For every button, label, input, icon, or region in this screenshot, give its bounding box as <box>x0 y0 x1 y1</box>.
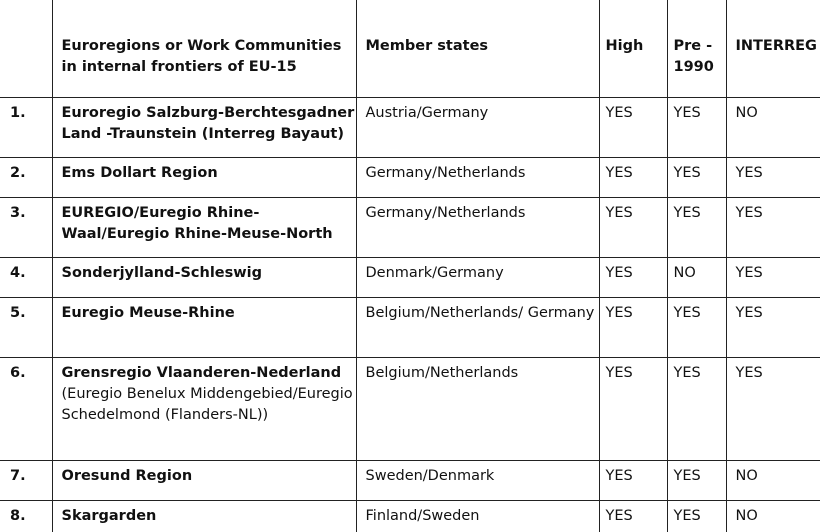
member-states: Finland/Sweden <box>356 500 599 532</box>
table-row <box>0 297 820 357</box>
header-num <box>0 0 52 97</box>
high-flag: YES <box>599 460 667 500</box>
row-number: 1. <box>0 97 52 157</box>
member-states: Denmark/Germany <box>356 257 599 297</box>
interreg-flag: NO <box>726 460 820 500</box>
region-detail: (Euregio Benelux Middengebied/Euregio Schedelmond (Flanders-NL)) <box>61 385 353 423</box>
pre1990-flag: NO <box>667 257 726 297</box>
high-flag: YES <box>599 500 667 532</box>
high-flag: YES <box>599 357 667 460</box>
pre1990-flag: YES <box>667 97 726 157</box>
interreg-flag: YES <box>726 197 820 257</box>
header-row <box>0 0 820 97</box>
high-flag: YES <box>599 197 667 257</box>
high-flag: YES <box>599 257 667 297</box>
table-row <box>0 357 820 460</box>
interreg-flag: NO <box>726 500 820 532</box>
pre1990-flag: YES <box>667 297 726 357</box>
region-name: EUREGIO/Euregio Rhine-Waal/Euregio Rhine-Meuse-North <box>52 197 356 257</box>
header-name: Euroregions or Work Communities in internal frontiers of EU-15 <box>52 0 356 97</box>
row-number: 8. <box>0 500 52 532</box>
row-number: 2. <box>0 157 52 197</box>
table-row <box>0 97 820 157</box>
member-states: Sweden/Denmark <box>356 460 599 500</box>
table-row <box>0 500 820 532</box>
header-member-states: Member states <box>356 0 599 97</box>
region-name: Sonderjylland-Schleswig <box>52 257 356 297</box>
high-flag: YES <box>599 297 667 357</box>
region-cell <box>52 357 356 460</box>
table-row <box>0 157 820 197</box>
interreg-flag: YES <box>726 357 820 460</box>
member-states: Germany/Netherlands <box>356 197 599 257</box>
member-states: Austria/Germany <box>356 97 599 157</box>
region-name: Ems Dollart Region <box>52 157 356 197</box>
pre1990-flag: YES <box>667 197 726 257</box>
header-high: High <box>599 0 667 97</box>
region-name: Oresund Region <box>52 460 356 500</box>
header-pre1990 <box>667 0 726 97</box>
high-flag: YES <box>599 97 667 157</box>
member-states: Belgium/Netherlands <box>356 357 599 460</box>
table-row <box>0 257 820 297</box>
pre1990-flag: YES <box>667 500 726 532</box>
header-interreg: INTERREG <box>726 0 820 97</box>
region-name: Euregio Meuse-Rhine <box>52 297 356 357</box>
row-number: 7. <box>0 460 52 500</box>
interreg-flag: YES <box>726 297 820 357</box>
row-number: 4. <box>0 257 52 297</box>
header-pre1990-label: Pre - 1990 <box>673 38 714 75</box>
table-row <box>0 460 820 500</box>
high-flag: YES <box>599 157 667 197</box>
interreg-flag: YES <box>726 157 820 197</box>
pre1990-flag: YES <box>667 357 726 460</box>
pre1990-flag: YES <box>667 157 726 197</box>
member-states: Germany/Netherlands <box>356 157 599 197</box>
member-states: Belgium/Netherlands/ Germany <box>356 297 599 357</box>
region-name: Grensregio Vlaanderen-Nederland <box>61 364 342 381</box>
interreg-flag: YES <box>726 257 820 297</box>
region-name: Skargarden <box>52 500 356 532</box>
row-number: 5. <box>0 297 52 357</box>
row-number: 3. <box>0 197 52 257</box>
row-number: 6. <box>0 357 52 460</box>
pre1990-flag: YES <box>667 460 726 500</box>
table-row <box>0 197 820 257</box>
interreg-flag: NO <box>726 97 820 157</box>
region-name: Euroregio Salzburg-Berchtesgadner Land -Traunstein (Interreg Bayaut) <box>52 97 356 157</box>
